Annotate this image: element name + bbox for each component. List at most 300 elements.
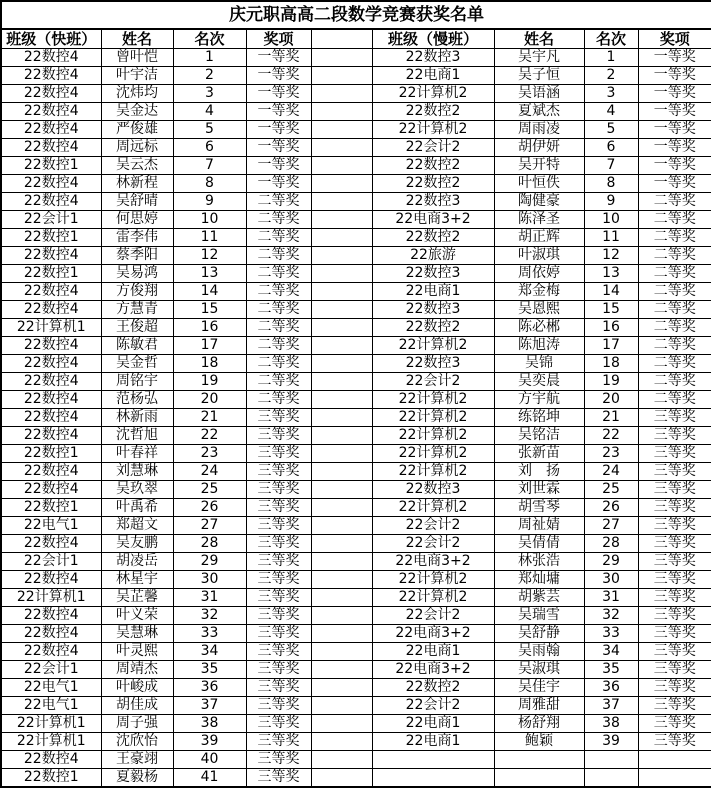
rank-cell: 27 (584, 517, 638, 535)
class-cell: 22数控4 (1, 571, 101, 589)
award-cell: 二等奖 (246, 193, 311, 211)
rank-cell: 37 (584, 697, 638, 715)
left-class-header: 班级（快班） (1, 29, 101, 49)
spacer-cell (311, 319, 372, 337)
award-cell: 一等奖 (246, 175, 311, 193)
name-cell: 蔡季阳 (101, 247, 173, 265)
award-cell: 一等奖 (246, 67, 311, 85)
rank-cell: 24 (173, 463, 246, 481)
table-row (1, 607, 711, 625)
class-cell: 22数控4 (1, 121, 101, 139)
name-cell: 夏毅杨 (101, 769, 173, 788)
award-cell: 三等奖 (638, 517, 711, 535)
rank-cell: 4 (584, 103, 638, 121)
award-cell: 二等奖 (246, 355, 311, 373)
rank-cell: 41 (173, 769, 246, 788)
table-row (1, 355, 711, 373)
award-cell: 一等奖 (246, 121, 311, 139)
rank-cell: 39 (584, 733, 638, 751)
name-cell: 叶春祥 (101, 445, 173, 463)
class-cell: 22数控3 (372, 481, 494, 499)
spacer-cell (311, 373, 372, 391)
rank-cell: 37 (173, 697, 246, 715)
award-cell: 一等奖 (246, 139, 311, 157)
table-row (1, 427, 711, 445)
class-cell: 22数控4 (1, 409, 101, 427)
award-cell: 三等奖 (638, 589, 711, 607)
left-name-header: 姓名 (101, 29, 173, 49)
class-cell: 22数控2 (372, 103, 494, 121)
class-cell: 22电商3+2 (372, 211, 494, 229)
name-cell: 胡正辉 (494, 229, 584, 247)
name-cell: 吴语涵 (494, 85, 584, 103)
award-cell: 三等奖 (638, 481, 711, 499)
rank-cell: 18 (173, 355, 246, 373)
class-cell: 22旅游 (372, 247, 494, 265)
name-cell: 郑灿墉 (494, 571, 584, 589)
name-cell: 周远标 (101, 139, 173, 157)
award-cell: 二等奖 (638, 193, 711, 211)
class-cell: 22计算机2 (372, 427, 494, 445)
name-cell (494, 769, 584, 788)
table-row (1, 247, 711, 265)
award-cell: 二等奖 (246, 391, 311, 409)
name-cell: 杨舒翔 (494, 715, 584, 733)
award-cell: 三等奖 (246, 733, 311, 751)
class-cell: 22数控4 (1, 337, 101, 355)
name-cell: 周子强 (101, 715, 173, 733)
award-cell: 三等奖 (246, 571, 311, 589)
table-row (1, 139, 711, 157)
spacer-cell (311, 103, 372, 121)
class-cell: 22计算机1 (1, 733, 101, 751)
award-cell: 三等奖 (246, 697, 311, 715)
spacer-cell (311, 481, 372, 499)
award-cell: 二等奖 (246, 211, 311, 229)
name-cell: 林新程 (101, 175, 173, 193)
name-cell: 王俊超 (101, 319, 173, 337)
name-cell: 叶恒佚 (494, 175, 584, 193)
award-cell: 二等奖 (638, 229, 711, 247)
rank-cell: 13 (584, 265, 638, 283)
name-cell: 曾叶恺 (101, 49, 173, 67)
name-cell: 吴开特 (494, 157, 584, 175)
class-cell: 22计算机2 (372, 571, 494, 589)
award-cell: 二等奖 (246, 247, 311, 265)
award-cell: 三等奖 (638, 733, 711, 751)
award-cell: 一等奖 (246, 85, 311, 103)
name-cell: 雷李伟 (101, 229, 173, 247)
rank-cell: 15 (173, 301, 246, 319)
class-cell: 22数控4 (1, 103, 101, 121)
award-cell: 一等奖 (246, 103, 311, 121)
rank-cell: 19 (173, 373, 246, 391)
name-cell: 陈泽圣 (494, 211, 584, 229)
award-cell: 三等奖 (246, 553, 311, 571)
award-cell: 三等奖 (246, 427, 311, 445)
class-cell: 22电气1 (1, 679, 101, 697)
name-cell: 沈哲旭 (101, 427, 173, 445)
rank-cell: 3 (173, 85, 246, 103)
name-cell: 刘世霖 (494, 481, 584, 499)
name-cell: 郑超文 (101, 517, 173, 535)
rank-cell: 39 (173, 733, 246, 751)
award-cell: 三等奖 (246, 661, 311, 679)
right-award-header: 奖项 (638, 29, 711, 49)
name-cell: 方俊翔 (101, 283, 173, 301)
name-cell: 吴舒静 (494, 625, 584, 643)
class-cell: 22会计2 (372, 607, 494, 625)
class-cell: 22数控4 (1, 625, 101, 643)
rank-cell: 12 (584, 247, 638, 265)
class-cell: 22电商1 (372, 283, 494, 301)
rank-cell: 36 (584, 679, 638, 697)
rank-cell: 29 (584, 553, 638, 571)
rank-cell: 2 (584, 67, 638, 85)
rank-cell: 22 (173, 427, 246, 445)
name-cell: 吴玖翠 (101, 481, 173, 499)
table-row (1, 445, 711, 463)
award-cell: 三等奖 (246, 445, 311, 463)
spacer-cell (311, 85, 372, 103)
class-cell: 22数控3 (372, 355, 494, 373)
table-row (1, 463, 711, 481)
class-cell: 22计算机2 (372, 337, 494, 355)
award-cell: 三等奖 (246, 463, 311, 481)
award-cell: 二等奖 (246, 283, 311, 301)
award-cell: 二等奖 (638, 391, 711, 409)
rank-cell: 8 (584, 175, 638, 193)
spacer-cell (311, 175, 372, 193)
spacer-cell (311, 67, 372, 85)
class-cell: 22数控2 (372, 157, 494, 175)
name-cell: 夏斌杰 (494, 103, 584, 121)
name-cell: 叶禹希 (101, 499, 173, 517)
award-cell: 三等奖 (638, 607, 711, 625)
award-cell: 一等奖 (638, 85, 711, 103)
spacer-cell (311, 211, 372, 229)
award-cell: 二等奖 (638, 301, 711, 319)
name-cell: 吴金达 (101, 103, 173, 121)
award-cell: 三等奖 (246, 409, 311, 427)
rank-cell: 23 (584, 445, 638, 463)
class-cell: 22数控2 (372, 319, 494, 337)
name-cell: 周靖杰 (101, 661, 173, 679)
award-cell: 三等奖 (246, 643, 311, 661)
name-cell: 陈必郴 (494, 319, 584, 337)
spacer-cell (311, 463, 372, 481)
class-cell: 22计算机2 (372, 589, 494, 607)
table-row (1, 679, 711, 697)
class-cell: 22数控4 (1, 751, 101, 769)
table-row (1, 481, 711, 499)
rank-cell: 25 (584, 481, 638, 499)
table-body (1, 49, 711, 788)
rank-cell: 19 (584, 373, 638, 391)
award-cell: 二等奖 (246, 319, 311, 337)
award-cell: 一等奖 (638, 49, 711, 67)
table-row (1, 715, 711, 733)
rank-cell: 3 (584, 85, 638, 103)
name-cell: 周雅甜 (494, 697, 584, 715)
spacer-cell (311, 409, 372, 427)
right-class-header: 班级（慢班） (372, 29, 494, 49)
class-cell: 22数控4 (1, 463, 101, 481)
name-cell: 沈炜均 (101, 85, 173, 103)
rank-cell: 38 (584, 715, 638, 733)
table-row (1, 733, 711, 751)
rank-cell (584, 769, 638, 788)
name-cell: 林新雨 (101, 409, 173, 427)
name-cell: 王豪翊 (101, 751, 173, 769)
class-cell: 22电商3+2 (372, 553, 494, 571)
rank-cell: 14 (584, 283, 638, 301)
class-cell: 22计算机1 (1, 319, 101, 337)
name-cell: 吴倩倩 (494, 535, 584, 553)
name-cell: 吴奕晨 (494, 373, 584, 391)
class-cell: 22计算机2 (372, 121, 494, 139)
class-cell: 22数控3 (372, 265, 494, 283)
name-cell: 张新苗 (494, 445, 584, 463)
spacer-cell (311, 499, 372, 517)
award-cell: 一等奖 (638, 175, 711, 193)
rank-cell: 21 (173, 409, 246, 427)
spacer-cell (311, 679, 372, 697)
rank-cell: 25 (173, 481, 246, 499)
class-cell: 22会计1 (1, 211, 101, 229)
name-cell: 吴铭洁 (494, 427, 584, 445)
spacer-cell (311, 49, 372, 67)
table-row (1, 265, 711, 283)
spacer-cell (311, 697, 372, 715)
award-cell: 二等奖 (638, 211, 711, 229)
name-cell: 胡佳成 (101, 697, 173, 715)
table-row (1, 535, 711, 553)
class-cell: 22数控4 (1, 481, 101, 499)
spacer-cell (311, 751, 372, 769)
page-title: 庆元职高高二段数学竞赛获奖名单 (1, 1, 711, 29)
rank-cell: 9 (173, 193, 246, 211)
name-cell: 吴芷馨 (101, 589, 173, 607)
name-cell: 鲍颖 (494, 733, 584, 751)
class-cell: 22数控1 (1, 445, 101, 463)
rank-cell: 21 (584, 409, 638, 427)
rank-cell: 14 (173, 283, 246, 301)
rank-cell: 20 (173, 391, 246, 409)
class-cell: 22数控4 (1, 427, 101, 445)
spacer-cell (311, 715, 372, 733)
award-cell: 二等奖 (638, 247, 711, 265)
award-cell: 三等奖 (246, 607, 311, 625)
award-cell: 二等奖 (638, 337, 711, 355)
name-cell: 吴佳宇 (494, 679, 584, 697)
right-rank-header: 名次 (584, 29, 638, 49)
spacer-cell (311, 247, 372, 265)
class-cell: 22计算机2 (372, 463, 494, 481)
rank-cell: 31 (173, 589, 246, 607)
award-cell: 二等奖 (638, 265, 711, 283)
award-cell: 一等奖 (638, 67, 711, 85)
name-cell: 吴舒晴 (101, 193, 173, 211)
award-cell: 三等奖 (638, 715, 711, 733)
award-cell: 三等奖 (638, 535, 711, 553)
award-cell: 三等奖 (246, 625, 311, 643)
spacer-cell (311, 571, 372, 589)
award-cell: 三等奖 (246, 481, 311, 499)
class-cell: 22数控2 (372, 175, 494, 193)
rank-cell: 28 (173, 535, 246, 553)
spacer-cell (311, 427, 372, 445)
award-cell: 二等奖 (638, 319, 711, 337)
rank-cell: 30 (173, 571, 246, 589)
name-cell: 吴雨翰 (494, 643, 584, 661)
class-cell: 22数控1 (1, 769, 101, 788)
class-cell: 22数控4 (1, 643, 101, 661)
name-cell: 吴云杰 (101, 157, 173, 175)
name-cell: 周祉婧 (494, 517, 584, 535)
award-cell: 二等奖 (638, 355, 711, 373)
rank-cell: 10 (584, 211, 638, 229)
rank-cell: 26 (173, 499, 246, 517)
table-row (1, 211, 711, 229)
table-row (1, 157, 711, 175)
name-cell: 周铭宇 (101, 373, 173, 391)
class-cell: 22数控4 (1, 193, 101, 211)
spacer-cell (311, 445, 372, 463)
spacer-cell (311, 193, 372, 211)
left-award-header: 奖项 (246, 29, 311, 49)
spacer-cell (311, 643, 372, 661)
spacer-cell (311, 139, 372, 157)
right-name-header: 姓名 (494, 29, 584, 49)
table-row (1, 751, 711, 769)
award-cell: 一等奖 (246, 49, 311, 67)
spacer-cell (311, 337, 372, 355)
name-cell: 方宇航 (494, 391, 584, 409)
class-cell: 22会计1 (1, 553, 101, 571)
rank-cell: 36 (173, 679, 246, 697)
spacer-cell (311, 553, 372, 571)
table-row (1, 67, 711, 85)
table-row (1, 625, 711, 643)
award-cell: 三等奖 (246, 751, 311, 769)
spacer-cell (311, 589, 372, 607)
rank-cell: 29 (173, 553, 246, 571)
class-cell: 22数控4 (1, 373, 101, 391)
rank-cell: 33 (173, 625, 246, 643)
rank-cell: 7 (584, 157, 638, 175)
class-cell: 22计算机2 (372, 499, 494, 517)
award-cell: 三等奖 (638, 553, 711, 571)
award-cell: 二等奖 (638, 373, 711, 391)
name-cell (494, 751, 584, 769)
spacer-cell (311, 157, 372, 175)
class-cell: 22电商1 (372, 643, 494, 661)
rank-cell: 30 (584, 571, 638, 589)
name-cell: 陶健豪 (494, 193, 584, 211)
class-cell: 22会计2 (372, 373, 494, 391)
award-cell: 二等奖 (246, 265, 311, 283)
name-cell: 吴子恒 (494, 67, 584, 85)
class-cell: 22会计2 (372, 535, 494, 553)
rank-cell: 15 (584, 301, 638, 319)
class-cell: 22数控4 (1, 247, 101, 265)
name-cell: 叶宇洁 (101, 67, 173, 85)
spacer-cell (311, 301, 372, 319)
name-cell: 方慧青 (101, 301, 173, 319)
class-cell: 22数控4 (1, 355, 101, 373)
rank-cell: 34 (173, 643, 246, 661)
name-cell: 林张浩 (494, 553, 584, 571)
class-cell: 22数控4 (1, 175, 101, 193)
rank-cell: 16 (584, 319, 638, 337)
name-cell: 胡雪琴 (494, 499, 584, 517)
rank-cell: 18 (584, 355, 638, 373)
rank-cell: 4 (173, 103, 246, 121)
award-cell: 三等奖 (246, 589, 311, 607)
name-cell: 吴友鹏 (101, 535, 173, 553)
table-row (1, 589, 711, 607)
spacer-cell (311, 607, 372, 625)
rank-cell: 34 (584, 643, 638, 661)
class-cell: 22计算机2 (372, 85, 494, 103)
award-cell: 三等奖 (638, 643, 711, 661)
rank-cell: 27 (173, 517, 246, 535)
award-cell: 三等奖 (638, 679, 711, 697)
spacer-cell (311, 625, 372, 643)
class-cell: 22电商1 (372, 67, 494, 85)
name-cell: 胡紫芸 (494, 589, 584, 607)
name-cell: 吴易鸿 (101, 265, 173, 283)
name-cell: 胡凌岳 (101, 553, 173, 571)
rank-cell: 12 (173, 247, 246, 265)
table-row (1, 373, 711, 391)
class-cell: 22电气1 (1, 517, 101, 535)
name-cell: 何思婷 (101, 211, 173, 229)
title-row (1, 1, 711, 29)
rank-cell: 38 (173, 715, 246, 733)
class-cell: 22电商3+2 (372, 661, 494, 679)
award-cell: 三等奖 (246, 679, 311, 697)
award-cell: 二等奖 (246, 301, 311, 319)
rank-cell: 28 (584, 535, 638, 553)
rank-cell: 26 (584, 499, 638, 517)
rank-cell: 11 (173, 229, 246, 247)
award-cell: 三等奖 (638, 571, 711, 589)
rank-cell: 35 (584, 661, 638, 679)
class-cell: 22会计2 (372, 697, 494, 715)
table-row (1, 229, 711, 247)
name-cell: 郑金梅 (494, 283, 584, 301)
class-cell: 22电商3+2 (372, 625, 494, 643)
rank-cell: 35 (173, 661, 246, 679)
name-cell: 叶峻成 (101, 679, 173, 697)
award-cell: 一等奖 (638, 103, 711, 121)
rank-cell: 24 (584, 463, 638, 481)
spacer-cell (311, 733, 372, 751)
class-cell: 22计算机1 (1, 589, 101, 607)
rank-cell: 7 (173, 157, 246, 175)
rank-cell: 22 (584, 427, 638, 445)
award-cell: 二等奖 (246, 229, 311, 247)
spacer-cell (311, 769, 372, 788)
table-row (1, 517, 711, 535)
rank-cell: 11 (584, 229, 638, 247)
table-row (1, 175, 711, 193)
class-cell: 22数控2 (372, 679, 494, 697)
class-cell: 22计算机2 (372, 409, 494, 427)
name-cell: 吴锦 (494, 355, 584, 373)
